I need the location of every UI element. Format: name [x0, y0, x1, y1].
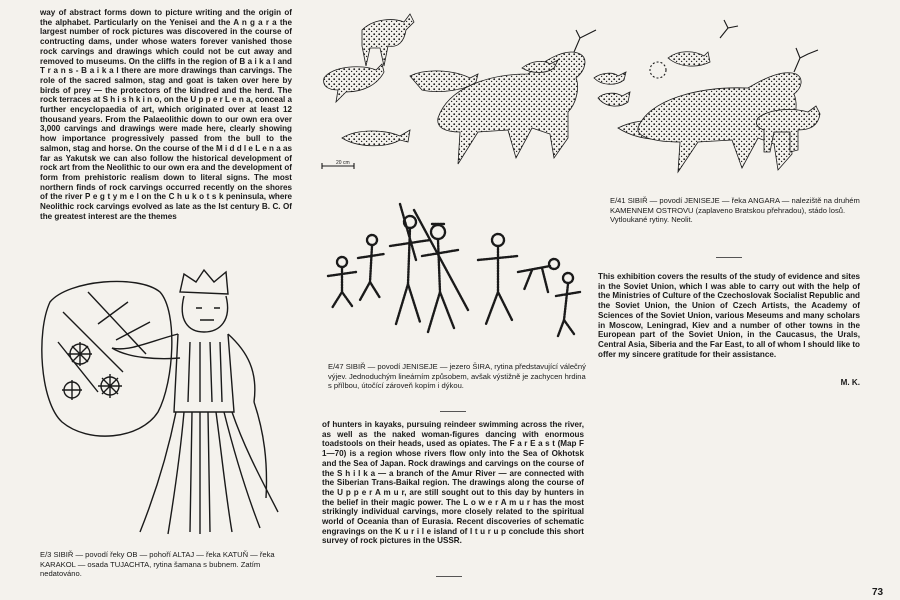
column-middle-text: of hunters in kayaks, pursuing reindeer swimming across the river, as well as the naked woman-figures dancing with enormous toadstools on their heads, used as opiates. The F a r E a s t (Map F 1—70) is a region whose rivers flow only into the Sea of Okhotsk and the Sea of Japan. Rock drawings and carvings on the course of the S h i l k a — a branch of the Amur River — are connected with the Siberian Trans-Baikal region. The drawings along the course of the U p p e r A m u r, are still sought out to this day by hunters in the belief in their magic power. The L o w e r A m u r has the most strikingly individual carvings, more closely related to the spiritual world of Oceania than of Eurasia. Recent discoveries of schematic engravings on the K u r i l e island of I t u r u p conclude this short survey of rock pictures in the USSR.: [322, 420, 584, 546]
caption-e47: E/47 SIBIŘ — povodí JENISEJE — jezero ŠIRA, rytina představující válečný výjev. Jednoduchým lineárním způsobem, avšak výstižně je zachycen hrdina s přílbou, útočící zároveň kopím i dýkou.: [328, 362, 586, 391]
shaman-drum-carving-figure: [28, 262, 288, 544]
column-left-text: way of abstract forms down to picture writing and the origin of the alphabet. Particularly on the Yenisei and the A n g a r a the largest number of rock pictures was discovered in the course of contructing dams, under whose waters forever vanished those rock carvings and drawings which could not be cut away and removed to museums. On the cliffs in the region of B a i k a l and T r a n s - B a i k a l there are more drawings than carvings. The role of the sacred salmon, stag and goat is taken over here by birds of prey — the protectors of the kindred and the herd. The rock terraces at S h i s h k i n o, on the U p p e r L e n a, conceal a further encyclopaedia of art, which originated over at least 12 thousand years. From the Palaeolithic down to our own era over 3,000 carvings and drawings were made here, clearly showing how importance progressively passed from the bull to the salmon, stag and horse. On the course of the M i d d l e L e n a as far as Yakutsk we can also follow the historical development of rock art from the Neolithic to our own era and the development of form from prehistoric realism down to literal signs. The most northern finds of rock carvings occurred recently on the shores of the river P e g t y m e l on the C h u k o t s k peninsula, where Neolithic rock carvings evolved as late as the Ist century B. C. Of the greatest interest are the themes: [40, 8, 292, 221]
page-number: 73: [872, 587, 884, 598]
author-initials: M. K.: [840, 378, 860, 387]
column-right-text: This exhibition covers the results of the study of evidence and sites in the Soviet Union, which I was able to carry out with the help of the Ministries of Culture of the Czechoslovak Socialist Republic and the Soviet Union, the Union of Czech Artists, the Academy of Sciences of the Soviet Union, various Meseums and many scholars in Moscow, Leningrad, Kiev and a number of other towns in the European part of the Soviet Union, in the Caucasus, the Urals, Central Asia, Siberia and the Far East, to all of whom I should like to offer my sincere gratitude for their assistance.: [598, 272, 860, 359]
caption-e41: E/41 SIBIŘ — povodí JENISEJE — řeka ANGARA — naleziště na druhém KAMENNEM OSTROVU (zaplaveno Bratskou přehradou), stádo losů. Vytloukané rytiny. Neolit.: [610, 196, 860, 225]
divider-middle-top: [440, 411, 466, 412]
elk-herd-carving-figure: [318, 8, 830, 183]
caption-e3: E/3 SIBIŘ — povodí řeky OB — pohoří ALTAJ — řeka KATUŇ — řeka KARAKOL — osada TUJACHTA, rytina šamana s bubnem. Zatím nedatováno.: [40, 550, 275, 579]
warriors-carving-figure: [318, 200, 588, 350]
scale-label: 20 cm: [336, 160, 350, 166]
divider-right: [716, 257, 742, 258]
divider-middle-bottom: [436, 576, 462, 577]
